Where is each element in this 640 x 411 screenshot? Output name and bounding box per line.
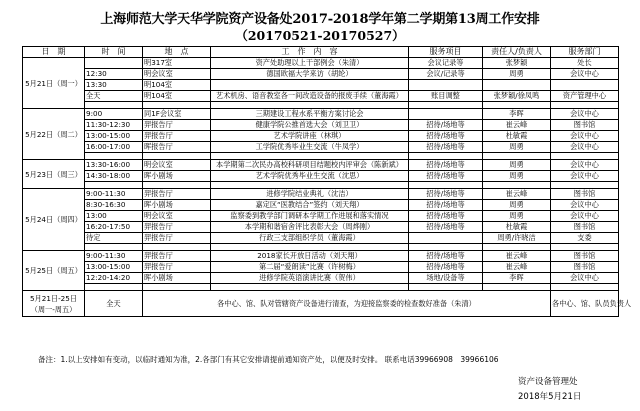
empty-cell [483,153,551,160]
location-cell: 羿报告厅 [143,189,211,200]
table-row [23,160,619,171]
location-cell: 羿报告厅 [143,222,211,233]
empty-cell [551,244,619,251]
table-row [23,189,619,200]
dept-cell: 图书馆 [551,222,619,233]
empty-cell [143,284,211,291]
spacer-row [23,284,619,291]
content-cell: 嘉定区“医教结合”签约（刘天翔） [211,200,409,211]
empty-cell [85,244,143,251]
header-content: 工 作 内 容 [211,47,409,58]
dept-cell: 图书馆 [551,120,619,131]
table-row [23,109,619,120]
time-cell: 14:30-18:00 [85,171,143,182]
time-cell: 16:20-17:50 [85,222,143,233]
empty-cell [409,284,483,291]
signature-org: 资产设备管理处 [518,377,578,387]
dept-cell: 图书馆 [551,251,619,262]
time-cell: 13:30-16:00 [85,160,143,171]
time-cell: 12:20-14:20 [85,273,143,284]
service-cell: 招待/场地等 [409,160,483,171]
person-cell: 周勇/许晓洁 [483,233,551,244]
table-row [23,91,619,102]
weekly-time-cell: 全天 [85,291,143,317]
empty-cell [483,102,551,109]
empty-cell [211,244,409,251]
table-header-row [23,47,619,58]
empty-cell [211,153,409,160]
empty-cell [483,182,551,189]
signature-date: 2018年5月21日 [518,392,582,402]
dept-cell: 会议中心 [551,131,619,142]
location-cell: 晖小剧场 [143,273,211,284]
date-cell: 5月24日（周四） [23,189,85,251]
content-cell: 监察委到教学部门调研本学期工作进展和落实情况 [211,211,409,222]
dept-cell: 会议中心 [551,200,619,211]
location-cell: 晖小剧场 [143,200,211,211]
table-row [23,58,619,69]
table-row [23,273,619,284]
time-cell: 9:00-11:30 [85,251,143,262]
person-cell: 周勇 [483,211,551,222]
content-cell: 本学期和谐宿舍评比表彰大会（周烨刚） [211,222,409,233]
table-row [23,142,619,153]
table-row [23,262,619,273]
service-cell: 招待/场地等 [409,222,483,233]
empty-cell [551,182,619,189]
person-cell: 周勇 [483,142,551,153]
location-cell: 明会议室 [143,160,211,171]
person-cell: 张梦颖/徐凤鸣 [483,91,551,102]
time-cell: 13:30 [85,80,143,91]
header-date: 日 期 [23,47,85,58]
empty-cell [483,244,551,251]
empty-cell [483,284,551,291]
empty-cell [85,182,143,189]
empty-cell [551,284,619,291]
dept-cell: 图书馆 [551,262,619,273]
location-cell: 明104室 [143,91,211,102]
time-cell: 16:00-17:00 [85,142,143,153]
location-cell: 羿报告厅 [143,131,211,142]
date-cell: 5月21日（周一） [23,58,85,109]
dept-cell: 会议中心 [551,109,619,120]
empty-cell [409,244,483,251]
empty-cell [551,102,619,109]
time-cell: 9:00 [85,109,143,120]
person-cell: 崔云峰 [483,120,551,131]
service-cell: 招待/场地等 [409,189,483,200]
weekly-row [23,291,619,317]
empty-cell [85,153,143,160]
content-cell: 第二届“爱朗读”比赛（许树梅） [211,262,409,273]
table-row [23,171,619,182]
location-cell: 羿报告厅 [143,120,211,131]
content-cell: 艺术学院优秀毕业生交流（沈思） [211,171,409,182]
date-cell: 5月22日（周二） [23,109,85,160]
time-cell: 全天 [85,91,143,102]
footer-note: 备注：1.以上安排如有变动，以临时通知为准，2.各部门有其它安排请提前通知资产处，以便及时安排。 联系电话39966908 39966106 [38,355,499,364]
empty-cell [85,284,143,291]
service-cell: 招待/场地等 [409,142,483,153]
person-cell: 周勇 [483,171,551,182]
page-subtitle: （20170521-20170527） [235,28,405,43]
content-cell: 工学院优秀毕业生交流（牛凤学） [211,142,409,153]
location-cell: 晖小剧场 [143,171,211,182]
content-cell: 进修学院英语演讲比赛（贺伟） [211,273,409,284]
weekly-date-cell: 5月21日-25日（周一-周五） [23,291,85,317]
empty-cell [143,102,211,109]
time-cell: 12:30 [85,69,143,80]
empty-cell [551,153,619,160]
service-cell [409,109,483,120]
table-row [23,200,619,211]
service-cell: 招待/场地等 [409,211,483,222]
header-person: 责任人/负责人 [483,47,551,58]
service-cell [409,233,483,244]
service-cell: 招待/场地等 [409,200,483,211]
dept-cell: 图书馆 [551,189,619,200]
person-cell: 李晖 [483,109,551,120]
person-cell: 周勇 [483,160,551,171]
content-cell: 行政三支部组织学员（董海霞） [211,233,409,244]
time-cell: 13:00 [85,211,143,222]
empty-cell [143,182,211,189]
content-cell: 2018家长开放日活动（刘天翔） [211,251,409,262]
dept-cell [551,80,619,91]
table-row [23,131,619,142]
empty-cell [143,244,211,251]
location-cell: 同1F会议室 [143,109,211,120]
service-cell: 场地/设备等 [409,273,483,284]
content-cell: 艺术机房、语音教室各一间改造设备的报废手续（董海霞） [211,91,409,102]
person-cell [483,80,551,91]
empty-cell [143,153,211,160]
spacer-row [23,153,619,160]
service-cell: 会议记录等 [409,58,483,69]
weekly-content-cell: 各中心、馆、队对管辖资产设备进行清查，为迎接监察委的检查数好准备（朱清） [143,291,551,317]
empty-cell [85,102,143,109]
dept-cell: 会议中心 [551,273,619,284]
date-cell: 5月25日（周五） [23,251,85,291]
weekly-dept-cell: 各中心、馆、队员负责人 [551,291,619,317]
time-cell: 13:00-15:00 [85,131,143,142]
spacer-row [23,102,619,109]
empty-cell [409,102,483,109]
table-row [23,222,619,233]
header-time: 时 间 [85,47,143,58]
dept-cell: 资产管理中心 [551,91,619,102]
dept-cell: 会议中心 [551,171,619,182]
time-cell: 8:30-16:30 [85,200,143,211]
content-cell: 德国欧福大学来访（胡纶） [211,69,409,80]
time-cell: 13:00-15:00 [85,262,143,273]
location-cell: 羿报告厅 [143,251,211,262]
location-cell: 明317室 [143,58,211,69]
content-cell: 资产处助理以上干部例会（朱清） [211,58,409,69]
time-cell: 9:00-11:30 [85,189,143,200]
service-cell: 招待/场地等 [409,131,483,142]
location-cell: 羿报告厅 [143,262,211,273]
content-cell: 三期建设工程水系平衡方案讨论会 [211,109,409,120]
person-cell: 崔云峰 [483,251,551,262]
time-cell: 11:30-12:30 [85,120,143,131]
empty-cell [409,153,483,160]
person-cell: 崔云峰 [483,262,551,273]
table-row [23,233,619,244]
dept-cell: 处长 [551,58,619,69]
table-row [23,120,619,131]
table-row [23,251,619,262]
empty-cell [211,102,409,109]
location-cell: 羿报告厅 [143,233,211,244]
person-cell: 崔云峰 [483,189,551,200]
service-cell [409,80,483,91]
empty-cell [409,182,483,189]
service-cell: 账目调整 [409,91,483,102]
location-cell: 晖报告厅 [143,142,211,153]
time-cell: 待定 [85,233,143,244]
person-cell: 周勇 [483,200,551,211]
location-cell: 明104室 [143,80,211,91]
service-cell: 招待/场地等 [409,251,483,262]
date-cell: 5月23日（周三） [23,160,85,189]
dept-cell: 支委 [551,233,619,244]
person-cell: 杜敏霞 [483,131,551,142]
content-cell [211,80,409,91]
dept-cell: 会议中心 [551,160,619,171]
table-row [23,211,619,222]
service-cell: 招待/场地等 [409,120,483,131]
location-cell: 明会议室 [143,69,211,80]
location-cell: 明会议室 [143,211,211,222]
content-cell: 艺术学院讲座（林琪） [211,131,409,142]
service-cell: 会议/记录等 [409,69,483,80]
content-cell: 健康学院公推首选大会（刘卫卫） [211,120,409,131]
schedule-table [22,46,632,317]
person-cell: 李晖 [483,273,551,284]
empty-cell [211,182,409,189]
dept-cell: 会议中心 [551,211,619,222]
table-row [23,80,619,91]
content-cell: 进修学院结业典礼（沈洁） [211,189,409,200]
page-title: 上海师范大学天华学院资产设备处2017-2018学年第二学期第13周工作安排 [100,12,540,27]
service-cell: 招待/场地等 [409,171,483,182]
header-dept: 服务部门 [551,47,619,58]
empty-cell [211,284,409,291]
person-cell: 杜敏霞 [483,222,551,233]
spacer-row [23,244,619,251]
header-location: 地 点 [143,47,211,58]
spacer-row [23,182,619,189]
table-row [23,69,619,80]
service-cell: 招待/场地等 [409,262,483,273]
person-cell: 张梦颖 [483,58,551,69]
person-cell: 周勇 [483,69,551,80]
dept-cell: 会议中心 [551,69,619,80]
content-cell: 本学期第二次民办高校科研项目结题校内评审会（陈新斌） [211,160,409,171]
time-cell [85,58,143,69]
dept-cell: 会议中心 [551,142,619,153]
header-service: 服务项目 [409,47,483,58]
